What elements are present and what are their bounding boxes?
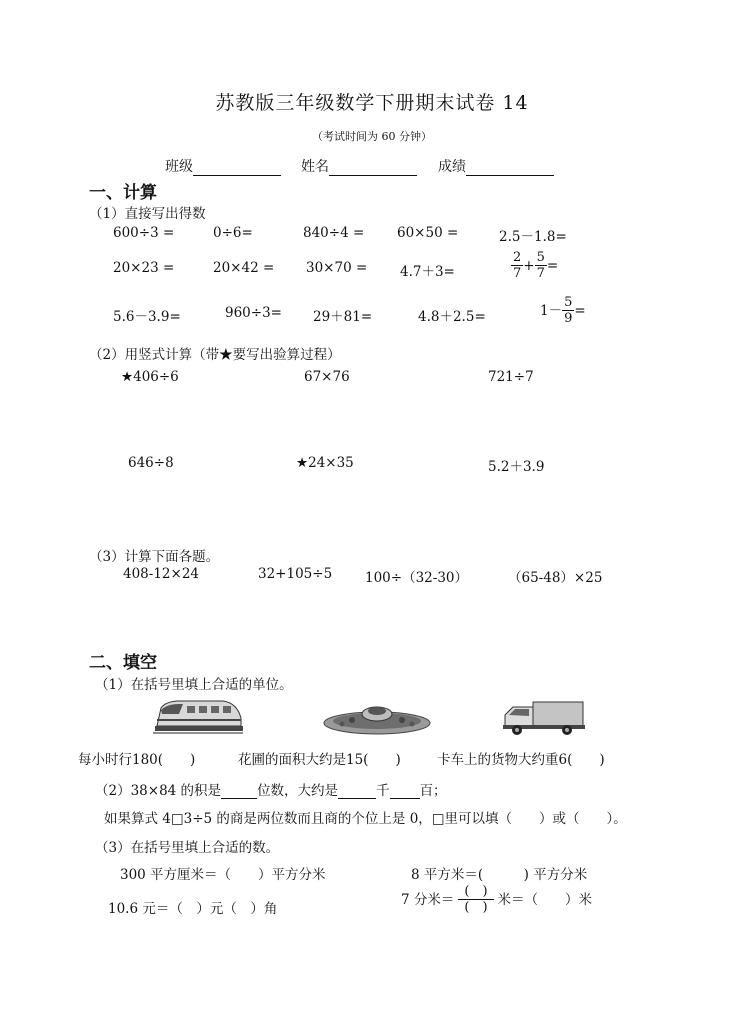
answer-blank[interactable] <box>338 784 376 799</box>
vertical-problem: ★24×35 <box>296 455 354 471</box>
oral-problem: 600÷3 = <box>113 225 175 241</box>
conversion-question: 8 平方米＝( ) 平方分米 <box>411 867 588 883</box>
mixed-problem: 408-12×24 <box>123 566 199 582</box>
vertical-problem: 5.2＋3.9 <box>488 459 545 475</box>
mixed-problem: （65-48）×25 <box>508 570 603 586</box>
part-label: （1）在括号里填上合适的单位。 <box>95 677 293 693</box>
question-text: 米＝（ ）米 <box>497 892 593 908</box>
equals-sign: = <box>546 258 559 274</box>
oral-problem: 960÷3= <box>225 305 282 321</box>
question-text: 位数，大约是 <box>257 783 339 799</box>
train-image <box>153 696 243 736</box>
numerator: 5 <box>564 295 573 310</box>
section-heading: 一、计算 <box>89 183 157 203</box>
question-text: 7 分米＝ <box>401 892 455 908</box>
operator: + <box>523 258 535 274</box>
oral-problem: 840÷4 = <box>303 225 365 241</box>
oral-problem: 4.8＋2.5= <box>418 309 486 325</box>
quotient-question: 如果算式 4□3÷5 的商是两位数而且商的个位上是 0，□里可以填（ ）或（ ）。 <box>104 811 627 827</box>
oral-problem: 4.7＋3= <box>400 264 455 280</box>
answer-blank[interactable] <box>390 784 420 799</box>
numerator-blank[interactable]: ( ) <box>458 884 493 900</box>
vertical-problem: ★406÷6 <box>121 369 179 385</box>
fraction-problem <box>540 295 586 326</box>
oral-problem: 20×42 = <box>213 260 275 276</box>
equals-sign: = <box>574 303 586 319</box>
conversion-question <box>401 884 592 915</box>
question-text: 千 <box>376 783 390 799</box>
exam-time-note: （考试时间为 60 分钟） <box>312 130 432 143</box>
class-label: 班级 <box>165 159 193 175</box>
fraction <box>535 250 547 281</box>
unit-question: 卡车上的货物大约重6( ) <box>437 752 605 768</box>
part-label: （1）直接写出得数 <box>89 206 206 222</box>
oral-problem: 29＋81= <box>313 309 373 325</box>
denominator-blank[interactable]: ( ) <box>464 900 488 915</box>
class-field <box>165 156 281 176</box>
denominator: 7 <box>536 266 545 281</box>
section-heading: 二、填空 <box>89 653 157 673</box>
vertical-problem: 646÷8 <box>128 455 174 471</box>
name-label: 姓名 <box>301 159 329 175</box>
vertical-problem: 721÷7 <box>488 369 534 385</box>
class-blank[interactable] <box>193 161 281 176</box>
conversion-question: 300 平方厘米＝（ ）平方分米 <box>120 867 326 883</box>
vertical-problem: 67×76 <box>304 369 350 385</box>
score-label: 成绩 <box>438 159 466 175</box>
name-field <box>301 156 417 176</box>
numerator: 2 <box>513 250 522 265</box>
part-label: （3）计算下面各题。 <box>89 549 220 565</box>
conversion-question: 10.6 元＝（ ）元（ ）角 <box>108 901 278 917</box>
oral-problem: 60×50 = <box>397 225 459 241</box>
oral-problem: 30×70 = <box>306 260 368 276</box>
oral-problem: 0÷6= <box>213 225 253 241</box>
denominator: 7 <box>513 266 522 281</box>
oral-problem: 20×23 = <box>113 260 175 276</box>
name-blank[interactable] <box>329 161 417 176</box>
product-question <box>95 779 447 799</box>
unit-question: 每小时行180( ) <box>78 752 196 768</box>
answer-blank[interactable] <box>221 784 257 799</box>
fraction-problem <box>511 250 558 281</box>
oral-problem: 2.5－1.8= <box>499 229 567 245</box>
unit-question: 花圃的面积大约是15( ) <box>238 752 401 768</box>
denominator: 9 <box>564 311 573 326</box>
mixed-problem: 100÷（32-30） <box>365 570 468 586</box>
question-text: （2）38×84 的积是 <box>95 783 222 799</box>
score-field <box>438 156 554 176</box>
numerator: 5 <box>536 250 545 265</box>
part-label: （2）用竖式计算（带★要写出验算过程） <box>89 347 341 363</box>
fraction-blank[interactable] <box>458 884 493 915</box>
oral-problem: 5.6－3.9= <box>113 309 181 325</box>
truck-image <box>501 699 585 737</box>
flowerbed-image <box>322 702 432 736</box>
question-text: 百； <box>419 783 447 799</box>
fraction <box>562 295 574 326</box>
fraction <box>511 250 523 281</box>
part-label: （3）在括号里填上合适的数。 <box>95 840 280 856</box>
minuend: 1－ <box>540 303 563 319</box>
mixed-problem: 32+105÷5 <box>258 566 333 582</box>
score-blank[interactable] <box>466 161 554 176</box>
page-title: 苏教版三年级数学下册期末试卷 14 <box>215 92 529 114</box>
